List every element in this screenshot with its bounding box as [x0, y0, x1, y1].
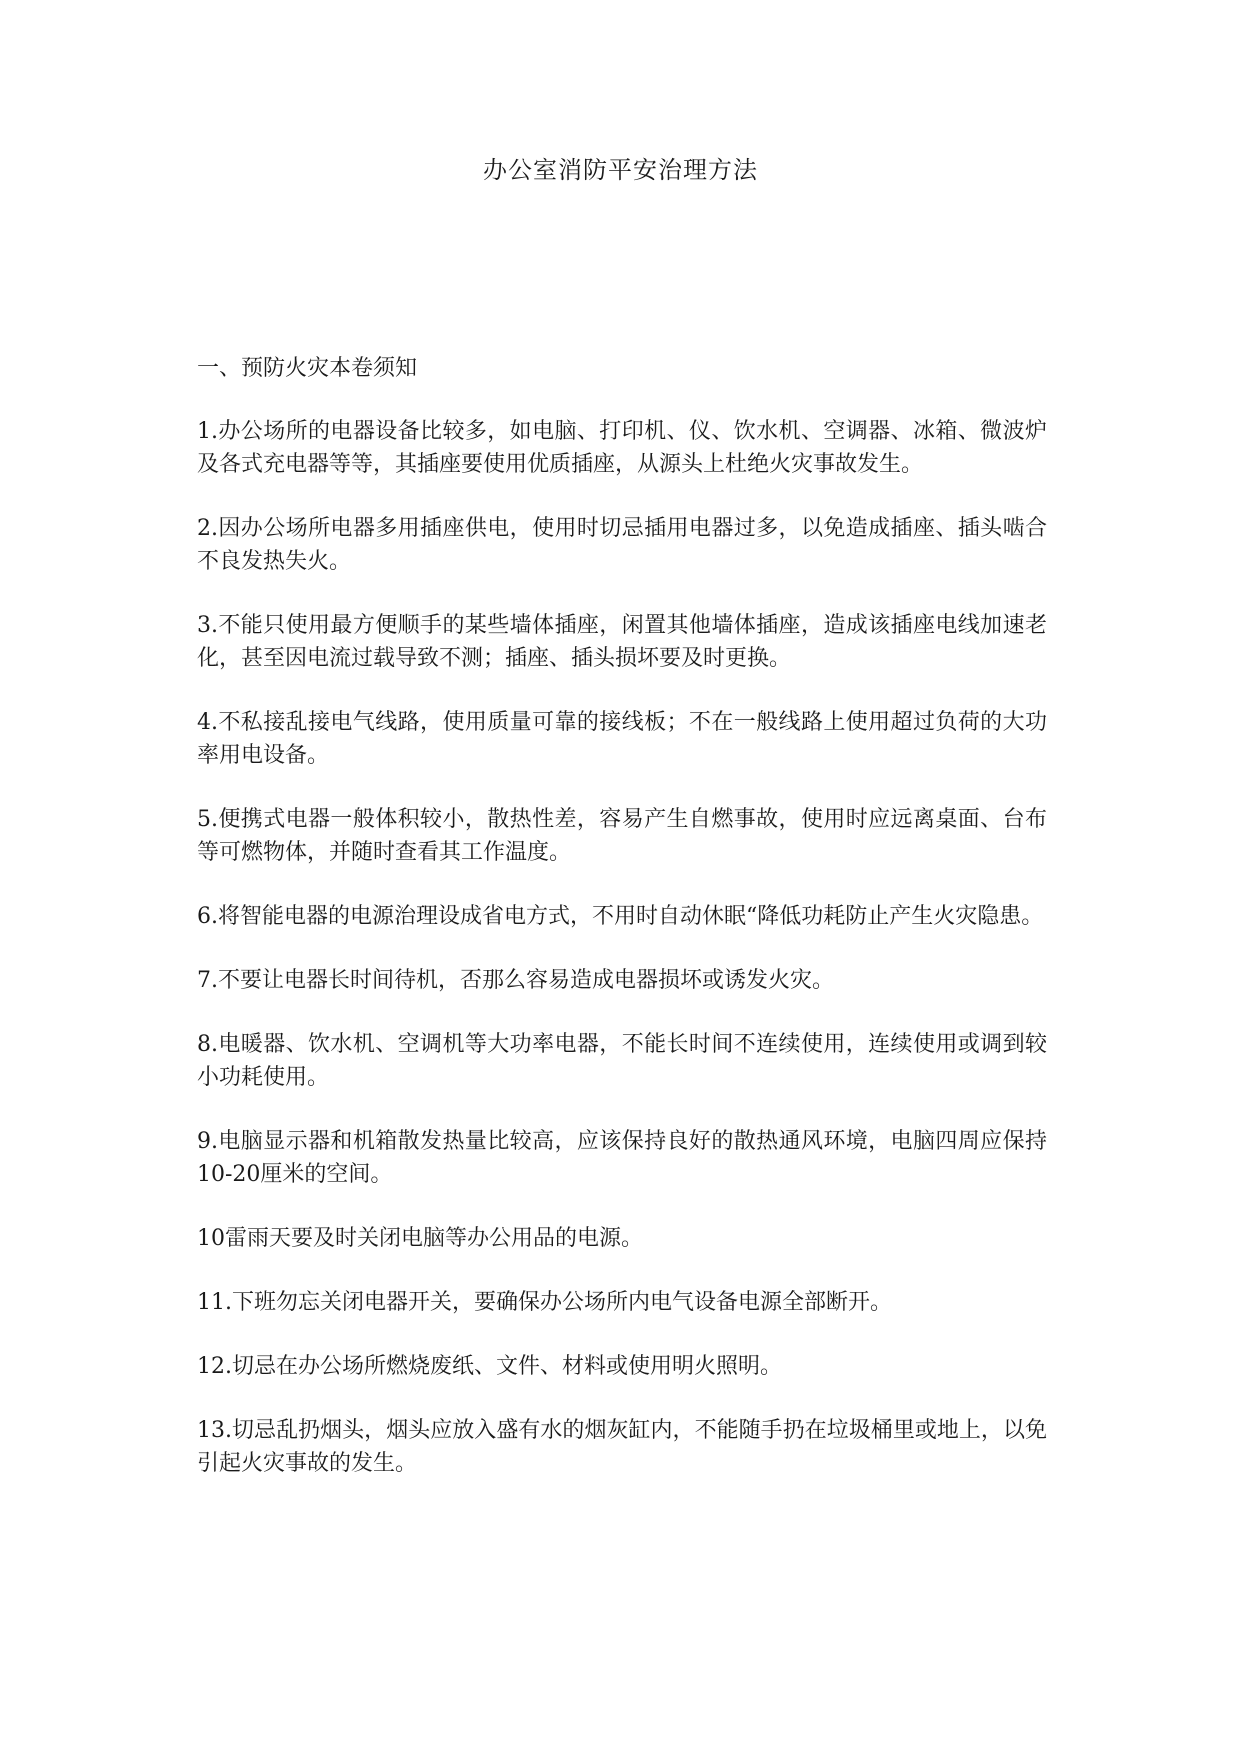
section-heading: 一、预防火灾本卷须知 — [197, 356, 418, 381]
paragraph-7: 7.不要让电器长时间待机，否那么容易造成电器损坏或诱发火灾。 — [197, 968, 834, 993]
paragraph-6: 6.将智能电器的电源治理设成省电方式，不用时自动休眠“降低功耗防止产生火灾隐患。 — [197, 904, 1044, 929]
paragraph-12: 12.切忌在办公场所燃烧废纸、文件、材料或使用明火照明。 — [197, 1354, 782, 1379]
paragraph-8: 8.电暖器、饮水机、空调机等大功率电器，不能长时间不连续使用，连续使用或调到较小功耗使用。 — [197, 1032, 1047, 1090]
document-title: 办公室消防平安治理方法 — [483, 156, 758, 184]
document-body — [197, 352, 1047, 1511]
paragraph-9: 9.电脑显示器和机箱散发热量比较高，应该保持良好的散热通风环境，电脑四周应保持10-20厘米的空间。 — [197, 1129, 1047, 1187]
paragraph-5: 5.便携式电器一般体积较小，散热性差，容易产生自燃事故，使用时应远离桌面、台布等可燃物体，并随时查看其工作温度。 — [197, 807, 1047, 865]
paragraph-10: 10雷雨天要及时关闭电脑等办公用品的电源。 — [197, 1226, 643, 1251]
paragraph-2: 2.因办公场所电器多用插座供电，使用时切忌插用电器过多，以免造成插座、插头啮合不良发热失火。 — [197, 516, 1047, 574]
paragraph-1: 1.办公场所的电器设备比较多，如电脑、打印机、仪、饮水机、空调器、冰箱、微波炉及各式充电器等等，其插座要使用优质插座，从源头上杜绝火灾事故发生。 — [197, 419, 1047, 477]
paragraph-11: 11.下班勿忘关闭电器开关，要确保办公场所内电气设备电源全部断开。 — [197, 1290, 892, 1315]
paragraph-13: 13.切忌乱扔烟头，烟头应放入盛有水的烟灰缸内，不能随手扔在垃圾桶里或地上，以免引起火灾事故的发生。 — [197, 1418, 1047, 1476]
paragraph-3: 3.不能只使用最方便顺手的某些墙体插座，闲置其他墙体插座，造成该插座电线加速老化，甚至因电流过载导致不测；插座、插头损坏要及时更换。 — [197, 613, 1047, 671]
paragraph-4: 4.不私接乱接电气线路，使用质量可靠的接线板；不在一般线路上使用超过负荷的大功率用电设备。 — [197, 710, 1047, 768]
